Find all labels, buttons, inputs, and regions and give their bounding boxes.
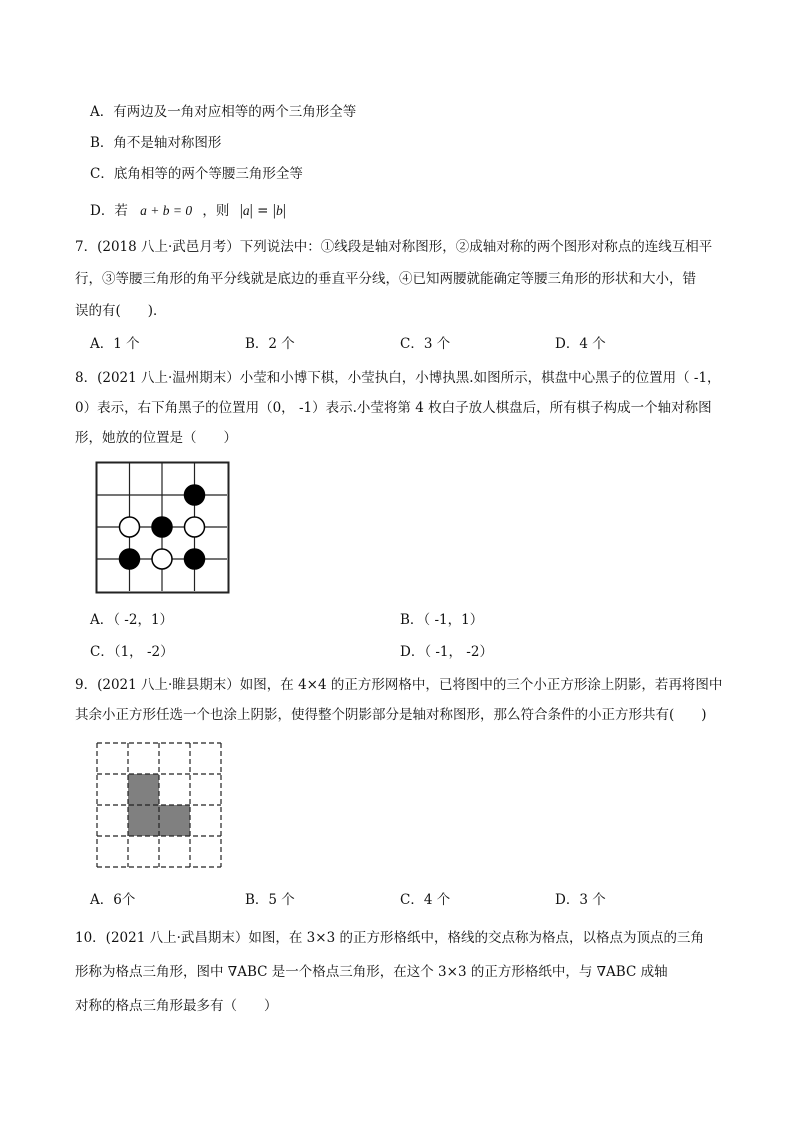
q6-option-d[interactable] <box>90 201 286 221</box>
black-stone <box>185 549 205 569</box>
abs-bar-icon: | <box>282 202 286 219</box>
q9-option-d[interactable]: D．3 个 <box>555 892 606 908</box>
q8-option-d[interactable]: D．（ -1， -2） <box>400 644 493 660</box>
shaded-cell <box>128 805 159 836</box>
q10-stem-line3: 对称的格点三角形最多有（ ） <box>75 998 278 1014</box>
q6-d-then: ，则 <box>202 203 230 219</box>
q6-d-abs-a: a <box>242 203 250 218</box>
black-stone <box>185 485 205 505</box>
q8-stem-line2: 0）表示，右下角黑子的位置用（0， -1）表示.小莹将第 4 枚白子放人棋盘后，所有棋子构成一个轴对称图 <box>75 400 712 416</box>
q9-option-a[interactable]: A．6个 <box>90 892 136 908</box>
q9-stem-line2: 其余小正方形任选一个也涂上阴影，使得整个阴影部分是轴对称图形，那么符合条件的小正方形共有( ) <box>75 707 707 723</box>
q6-d-prefix: D．若 <box>90 203 128 219</box>
q6-d-condition: a + b = 0 <box>140 203 193 218</box>
abs-bar-icon: | <box>249 202 253 219</box>
q7-stem-line2: 行，③等腰三角形的角平分线就是底边的垂直平分线，④已知两腰就能确定等腰三角形的形状和大小，错 <box>75 271 696 287</box>
q7-option-b[interactable]: B．2 个 <box>245 336 295 352</box>
q6-d-abs-b: b <box>275 203 283 218</box>
q8-option-c[interactable]: C．（1， -2） <box>90 644 174 660</box>
shaded-cell <box>128 774 159 805</box>
white-stone <box>152 549 172 569</box>
abs-bar-icon: | <box>239 202 243 219</box>
q7-option-d[interactable]: D．4 个 <box>555 336 606 352</box>
q6-option-a-text: A．有两边及一角对应相等的两个三角形全等 <box>90 104 357 120</box>
q7-stem-line3: 误的有( )． <box>75 303 167 319</box>
q6-option-a[interactable] <box>90 102 356 122</box>
shaded-cell <box>159 805 190 836</box>
q9-stem-line1: 9．(2021 八上·睢县期末）如图，在 4×4 的正方形网格中，已将图中的三个小正方形涂上阴影，若再将图中 <box>75 677 723 693</box>
q6-option-c-text: C．底角相等的两个等腰三角形全等 <box>90 166 303 182</box>
q9-option-c[interactable]: C．4 个 <box>400 892 451 908</box>
q6-option-c[interactable] <box>90 164 303 184</box>
q10-stem-line1: 10．(2021 八上·武昌期末）如图，在 3×3 的正方形格纸中，格线的交点称为格点，以格点为顶点的三角 <box>75 930 704 946</box>
q8-stem-line1: 8．(2021 八上·温州期末）小莹和小博下棋，小莹执白，小博执黑.如图所示，棋盘中心黑子的位置用（ -1， <box>75 370 721 386</box>
black-stone <box>152 517 172 537</box>
q8-option-b[interactable]: B．（ -1，1） <box>400 612 484 628</box>
q8-option-a[interactable]: A．（ -2，1） <box>90 612 174 628</box>
q6-option-b[interactable] <box>90 133 221 153</box>
q8-stem-line3: 形，她放的位置是（ ） <box>75 430 237 446</box>
q9-grid-figure <box>96 741 224 869</box>
white-stone <box>120 517 140 537</box>
q7-option-a[interactable]: A．1 个 <box>90 336 140 352</box>
go-board-figure <box>95 461 231 595</box>
white-stone <box>185 517 205 537</box>
abs-bar-icon: | <box>272 202 276 219</box>
q9-option-b[interactable]: B．5 个 <box>245 892 295 908</box>
q7-stem-line1: 7．(2018 八上·武邑月考）下列说法中：①线段是轴对称图形，②成轴对称的两个图形对称点的连线互相平 <box>75 239 713 255</box>
black-stone <box>120 549 140 569</box>
q10-stem-line2: 形称为格点三角形，图中 ∇ABC 是一个格点三角形，在这个 3×3 的正方形格纸中，与 ∇ABC 成轴 <box>75 964 668 980</box>
q6-d-equals: = <box>257 203 269 219</box>
q7-option-c[interactable]: C．3 个 <box>400 336 451 352</box>
q6-option-b-text: B．角不是轴对称图形 <box>90 135 222 151</box>
